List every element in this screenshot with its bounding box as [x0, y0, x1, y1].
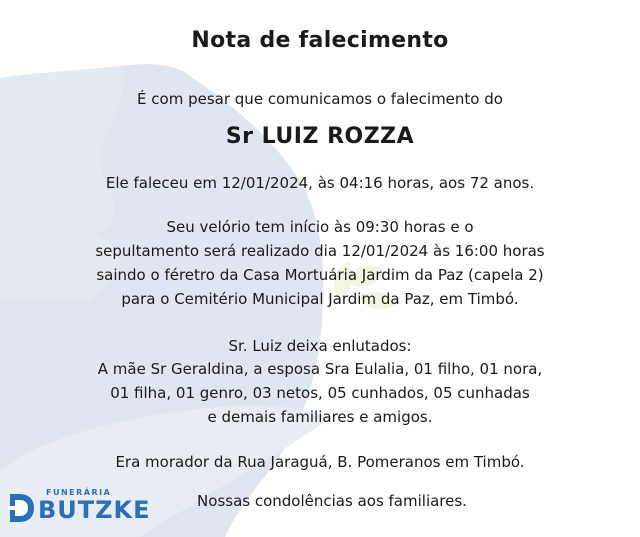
- mourners-line: 01 filha, 01 genro, 03 netos, 05 cunhados, 05 cunhadas: [110, 384, 530, 402]
- mourners-line: e demais familiares e amigos.: [207, 408, 433, 426]
- funeraria-butzke-logo: [8, 488, 158, 528]
- logo-small-text: FUNERÁRIA: [46, 488, 112, 497]
- funeral-line: para o Cemitério Municipal Jardim da Paz, em Timbó.: [121, 290, 519, 308]
- condolences-text: Nossas condolências aos familiares.: [197, 492, 467, 510]
- funeral-line: Seu velório tem início às 09:30 horas e o: [166, 218, 474, 236]
- mourners-line: Sr. Luiz deixa enlutados:: [228, 337, 412, 355]
- deceased-name: Sr LUIZ ROZZA: [225, 124, 415, 149]
- page-title: Nota de falecimento: [191, 28, 449, 53]
- death-info: Ele faleceu em 12/01/2024, às 04:16 horas, aos 72 anos.: [105, 174, 535, 192]
- intro-text: É com pesar que comunicamos o falecimento do: [137, 90, 503, 108]
- logo-brand-text: BUTZKE: [38, 496, 151, 524]
- residence-text: Era morador da Rua Jaraguá, B. Pomeranos em Timbó.: [115, 453, 525, 471]
- mourners-line: A mãe Sr Geraldina, a esposa Sra Eulalia, 01 filho, 01 nora,: [97, 360, 543, 378]
- logo-mark-icon: [8, 492, 34, 524]
- funeral-line: sepultamento será realizado dia 12/01/2024 às 16:00 horas: [95, 242, 545, 260]
- funeral-line: saindo o féretro da Casa Mortuária Jardim da Paz (capela 2): [96, 266, 544, 284]
